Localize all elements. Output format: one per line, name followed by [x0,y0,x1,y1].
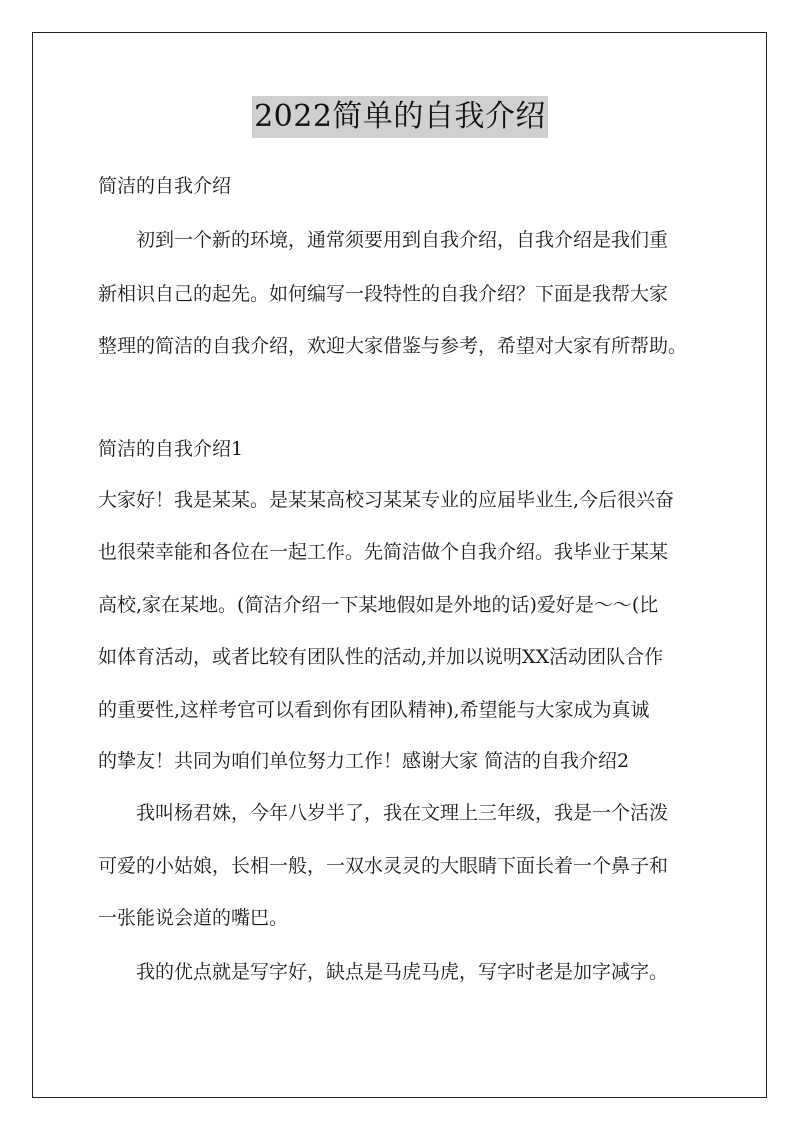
section1-line-5: 的重要性,这样考官可以看到你有团队精神),希望能与大家成为真诚 [98,699,650,721]
section1-line-3: 高校,家在某地。(简洁介绍一下某地假如是外地的话)爱好是～～(比 [98,594,659,616]
intro-line-1: 初到一个新的环境，通常须要用到自我介绍，自我介绍是我们重 [136,229,669,251]
section2-line-3: 一张能说会道的嘴巴。 [98,907,289,929]
section2-line-1: 我叫杨君姝，今年八岁半了，我在文理上三年级，我是一个活泼 [136,802,669,824]
section1-line-4: 如体育活动，或者比较有团队性的活动,并加以说明XX活动团队合作 [98,646,664,668]
section1-heading: 简洁的自我介绍1 [98,438,244,460]
subtitle: 简洁的自我介绍 [98,175,232,197]
section1-line-2: 也很荣幸能和各位在一起工作。先简洁做个自我介绍。我毕业于某某 [98,541,669,563]
intro-line-2: 新相识自己的起先。如何编写一段特性的自我介绍？下面是我帮大家 [98,283,669,305]
document-title: 2022简单的自我介绍 [252,96,548,138]
section2-paragraph-2: 我的优点就是写字好，缺点是马虎马虎，写字时老是加字减字。 [136,961,669,983]
section1-line-1: 大家好！我是某某。是某某高校习某某专业的应届毕业生,今后很兴奋 [98,489,675,511]
title-container [0,96,800,138]
section2-line-2: 可爱的小姑娘，长相一般，一双水灵灵的大眼睛下面长着一个鼻子和 [98,855,669,877]
intro-line-3: 整理的简洁的自我介绍，欢迎大家借鉴与参考，希望对大家有所帮助。 [98,335,688,357]
section1-line-6: 的挚友！共同为咱们单位努力工作！感谢大家 简洁的自我介绍2 [98,750,630,772]
